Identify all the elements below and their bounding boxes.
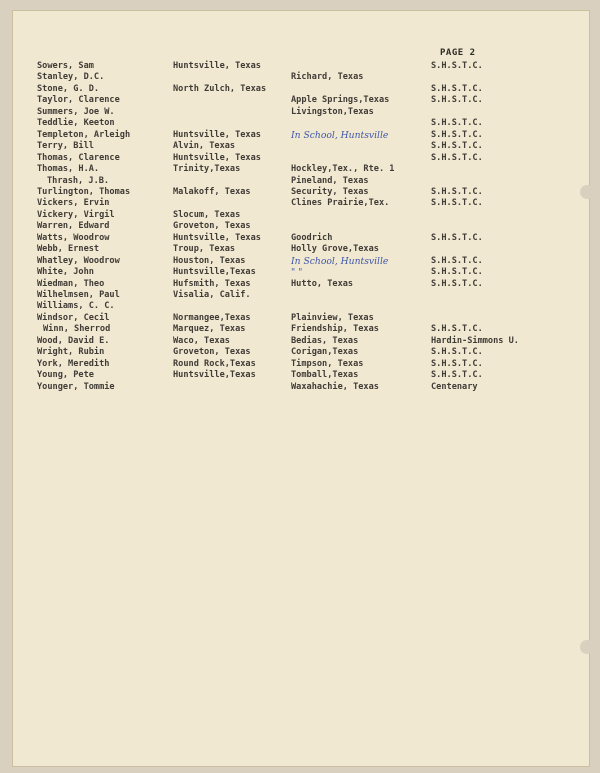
table-row xyxy=(12,153,590,164)
table-row xyxy=(12,359,590,370)
school: S.H.S.T.C. xyxy=(431,141,483,152)
student-name: Wright, Rubin xyxy=(37,347,105,358)
hometown: Visalia, Calif. xyxy=(173,290,251,300)
school: S.H.S.T.C. xyxy=(431,118,483,129)
table-row xyxy=(12,61,590,72)
table-row xyxy=(12,221,590,232)
student-name: Stanley, D.C. xyxy=(37,72,105,83)
hometown: Groveton, Texas xyxy=(173,221,251,232)
current-address: Corigan,Texas xyxy=(291,347,359,358)
table-row xyxy=(12,301,590,312)
school: S.H.S.T.C. xyxy=(431,370,483,381)
school: S.H.S.T.C. xyxy=(431,267,483,278)
school: S.H.S.T.C. xyxy=(431,95,483,106)
table-row xyxy=(12,324,590,335)
table-row xyxy=(12,290,590,301)
school: S.H.S.T.C. xyxy=(431,83,483,94)
student-name: Young, Pete xyxy=(37,370,94,381)
table-row xyxy=(12,256,590,267)
current-address: Hutto, Texas xyxy=(291,278,354,289)
table-row xyxy=(12,347,590,358)
current-address: Friendship, Texas xyxy=(291,324,379,335)
table-row xyxy=(12,187,590,198)
table-row xyxy=(12,176,590,187)
school: Centenary xyxy=(431,381,478,392)
hometown: Huntsville, Texas xyxy=(173,232,261,243)
school: S.H.S.T.C. xyxy=(431,152,483,163)
table-row xyxy=(12,84,590,95)
student-name: Thomas, H.A. xyxy=(37,164,100,175)
school: S.H.S.T.C. xyxy=(431,186,483,197)
table-row xyxy=(12,382,590,393)
student-name: Watts, Woodrow xyxy=(37,232,110,243)
student-name: Terry, Bill xyxy=(37,141,94,152)
student-name: Webb, Ernest xyxy=(37,244,100,255)
current-address: Tomball,Texas xyxy=(291,370,359,381)
table-row xyxy=(12,336,590,347)
current-address: Richard, Texas xyxy=(291,72,364,83)
school: Hardin-Simmons U. xyxy=(431,335,519,346)
table-row xyxy=(12,141,590,152)
table-row xyxy=(12,279,590,290)
hometown: North Zulch, Texas xyxy=(173,83,267,94)
student-name: Turlington, Thomas xyxy=(37,186,131,197)
student-name: Templeton, Arleigh xyxy=(37,129,131,140)
hometown: Alvin, Texas xyxy=(173,141,236,152)
school: S.H.S.T.C. xyxy=(431,198,483,209)
student-name: Windsor, Cecil xyxy=(37,312,110,323)
hometown: Waco, Texas xyxy=(173,335,230,346)
student-name: Teddlie, Keeton xyxy=(37,118,115,129)
table-row xyxy=(12,313,590,324)
hometown: Huntsville,Texas xyxy=(173,267,256,278)
student-name: Summers, Joe W. xyxy=(37,106,115,117)
school: S.H.S.T.C. xyxy=(431,255,483,266)
school: S.H.S.T.C. xyxy=(431,278,483,289)
hometown: Groveton, Texas xyxy=(173,347,251,358)
student-name: Winn, Sherrod xyxy=(43,324,111,335)
table-row xyxy=(12,164,590,175)
school: S.H.S.T.C. xyxy=(431,324,483,335)
page-number: PAGE 2 xyxy=(440,48,476,58)
student-name: White, John xyxy=(37,267,94,278)
table-row xyxy=(12,118,590,129)
hometown: Malakoff, Texas xyxy=(173,186,251,197)
student-name: Wood, David E. xyxy=(37,335,110,346)
table-row xyxy=(12,130,590,141)
hometown: Huntsville, Texas xyxy=(173,152,261,163)
hometown: Normangee,Texas xyxy=(173,312,251,323)
hometown: Houston, Texas xyxy=(173,255,246,266)
current-address: Security, Texas xyxy=(291,186,369,197)
student-name: York, Meredith xyxy=(37,358,110,369)
hometown: Marquez, Texas xyxy=(173,324,246,335)
hometown: Round Rock,Texas xyxy=(173,358,256,369)
table-row xyxy=(12,370,590,381)
hometown: Huntsville, Texas xyxy=(173,129,261,140)
table-row xyxy=(12,244,590,255)
current-address: " " xyxy=(291,267,303,279)
school: S.H.S.T.C. xyxy=(431,129,483,140)
student-name: Whatley, Woodrow xyxy=(37,255,120,266)
hometown: Slocum, Texas xyxy=(173,209,241,220)
current-address: Timpson, Texas xyxy=(291,358,364,369)
table-row xyxy=(12,210,590,221)
document-page xyxy=(12,10,590,767)
table-row xyxy=(12,267,590,278)
current-address: Plainview, Texas xyxy=(291,312,374,323)
hometown: Trinity,Texas xyxy=(173,164,241,175)
table-row xyxy=(12,95,590,106)
student-name: Thomas, Clarence xyxy=(37,152,120,163)
student-name: Wilhelmsen, Paul xyxy=(37,290,120,300)
table-row xyxy=(12,233,590,244)
student-name: Williams, C. C. xyxy=(37,301,115,312)
current-address: Livingston,Texas xyxy=(291,106,374,117)
current-address: In School, Huntsville xyxy=(291,129,389,141)
table-row xyxy=(12,198,590,209)
school: S.H.S.T.C. xyxy=(431,232,483,243)
student-name: Vickers, Ervin xyxy=(37,198,110,209)
current-address: In School, Huntsville xyxy=(291,255,389,267)
student-name: Warren, Edward xyxy=(37,221,110,232)
school: S.H.S.T.C. xyxy=(431,358,483,369)
student-name: Wiedman, Theo xyxy=(37,278,105,289)
current-address: Apple Springs,Texas xyxy=(291,95,390,106)
current-address: Goodrich xyxy=(291,232,333,243)
student-name: Stone, G. D. xyxy=(37,83,100,94)
current-address: Clines Prairie,Tex. xyxy=(291,198,390,209)
current-address: Waxahachie, Texas xyxy=(291,381,379,392)
school: S.H.S.T.C. xyxy=(431,347,483,358)
hometown: Huntsville, Texas xyxy=(173,61,261,71)
school: S.H.S.T.C. xyxy=(431,61,483,71)
student-name: Sowers, Sam xyxy=(37,61,94,71)
hometown: Troup, Texas xyxy=(173,244,236,255)
current-address: Hockley,Tex., Rte. 1 xyxy=(291,164,395,175)
student-name: Thrash, J.B. xyxy=(47,175,110,186)
current-address: Pineland, Texas xyxy=(291,175,369,186)
current-address: Holly Grove,Texas xyxy=(291,244,379,255)
student-name: Vickery, Virgil xyxy=(37,209,115,220)
punch-hole xyxy=(580,640,594,654)
hometown: Huntsville,Texas xyxy=(173,370,256,381)
current-address: Bedias, Texas xyxy=(291,335,359,346)
table-row xyxy=(12,72,590,83)
student-name: Younger, Tommie xyxy=(37,381,115,392)
hometown: Hufsmith, Texas xyxy=(173,278,251,289)
table-row xyxy=(12,107,590,118)
student-name: Taylor, Clarence xyxy=(37,95,120,106)
